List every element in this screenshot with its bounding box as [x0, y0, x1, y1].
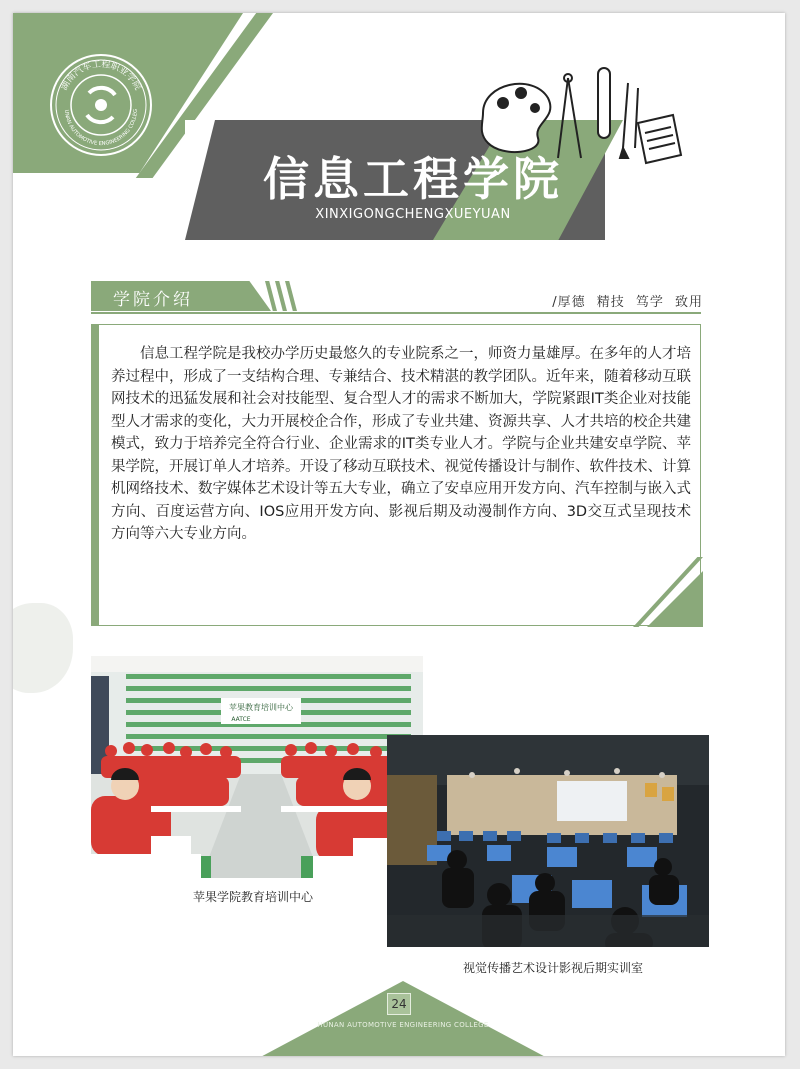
training-center-sign-sub: AATCE — [231, 716, 251, 723]
art-tools-icon — [473, 53, 683, 183]
logo-ring-text-top: 湖南汽车工程职业学院 — [59, 59, 143, 93]
page-title: 信息工程学院 — [263, 152, 563, 206]
section-stripe — [275, 281, 287, 311]
college-logo — [49, 53, 153, 157]
photo-apple-training-center — [91, 656, 423, 878]
page-number: 24 — [387, 993, 411, 1015]
classroom-photo-illustration — [91, 656, 423, 878]
page-subtitle: XINXIGONGCHENGXUEYUAN — [315, 207, 511, 222]
photo-caption-2: 视觉传播艺术设计影视后期实训室 — [462, 961, 643, 975]
logo-ring-text-bottom: UNAN AUTOMOTIVE ENGINEERING COLLEG — [62, 108, 140, 148]
photo-computer-lab — [387, 735, 709, 947]
intro-paragraph: 信息工程学院是我校办学历史最悠久的专业院系之一，师资力量雄厚。在多年的人才培养过程中，形成了一支结构合理、专兼结合、技术精湛的教学团队。近年来，随着移动互联网技术的迅猛发展和社会对技能型、复合型人才的需求不断加大，学院紧跟IT类企业对技能型人才需求的变化，大力开展校企合作，形成了专业共建、资源共享、人才共培的校企共建模式，致力于培养完全符合行业、企业需求的IT类专业人才。学院与企业共建安卓学院、苹果学院，开展订单人才培养。开设了移动互联技术、视觉传播设计与制作、软件技术、计算机网络技术、数字媒体艺术设计等五大专业，确立了安卓应用开发方向、汽车控制与嵌入式方向、百度运营方向、IOS应用开发方向、影视后期及动漫制作方向、3D交互式呈现技术方向等六大专业方向。 — [111, 346, 691, 542]
footer-college-name: HUNAN AUTOMOTIVE ENGINEERING COLLEGE — [317, 1021, 489, 1029]
section-title: 学院介绍 — [113, 290, 193, 310]
computer-lab-photo-illustration — [387, 735, 709, 947]
intro-box-left-bar — [91, 324, 99, 626]
brochure-page — [13, 13, 785, 1056]
section-stripe — [285, 281, 297, 311]
college-motto: /厚德 精技 笃学 致用 — [552, 295, 703, 310]
decorative-blob — [13, 603, 73, 693]
training-center-sign: 苹果教育培训中心 — [229, 703, 293, 712]
section-rule — [91, 312, 701, 314]
photo-caption-1: 苹果学院教育培训中心 — [192, 890, 313, 904]
